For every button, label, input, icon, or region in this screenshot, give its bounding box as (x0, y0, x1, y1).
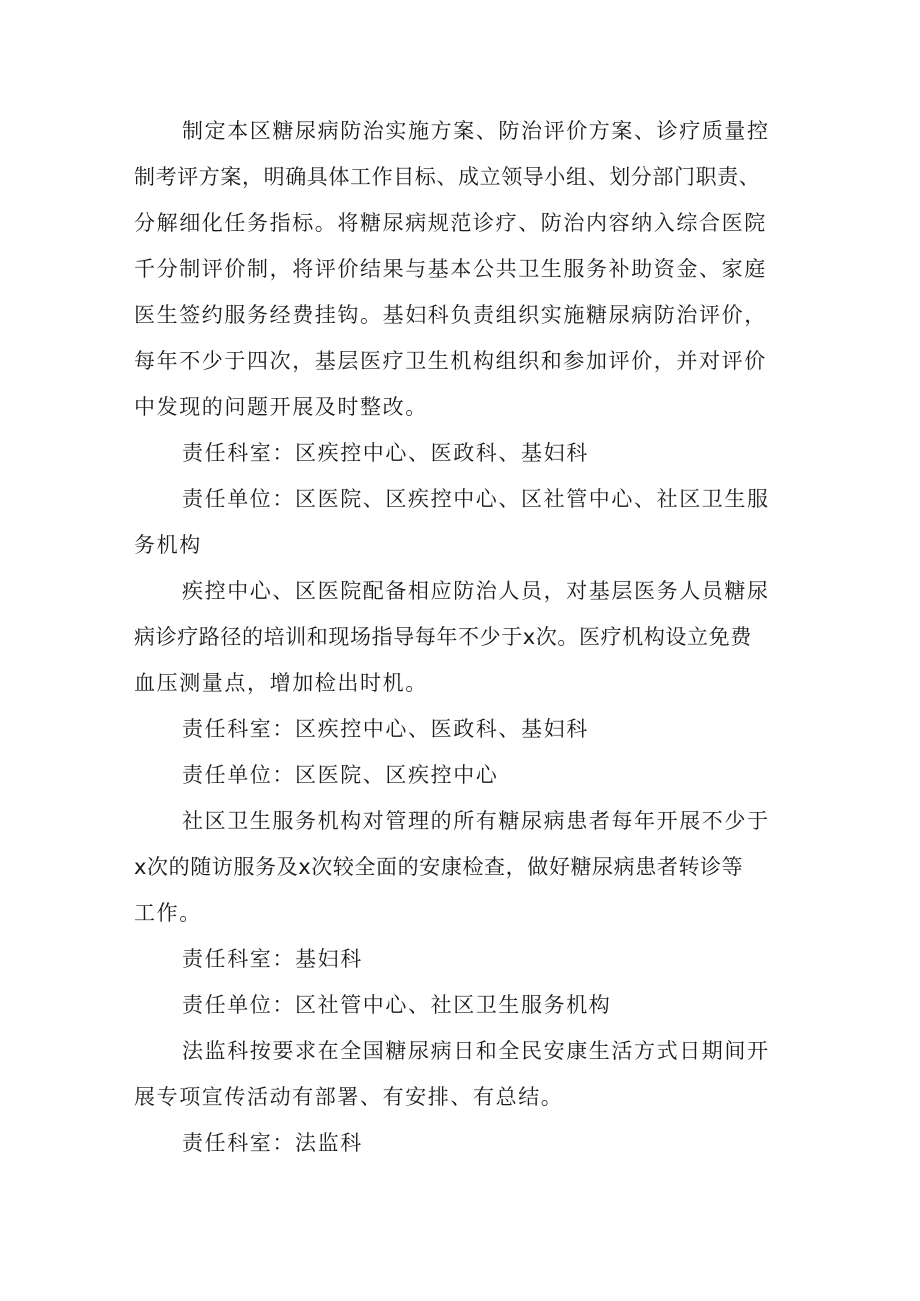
responsible-unit-2: 责任单位：区医院、区疾控中心 (182, 763, 499, 787)
paragraph-4-line-2: 展专项宣传活动有部署、有安排、有总结。 (134, 1085, 564, 1109)
paragraph-1-line-2: 制考评方案，明确具体工作目标、成立领导小组、划分部门职责、 (134, 165, 761, 189)
paragraph-4-line-1: 法监科按要求在全国糖尿病日和全民安康生活方式日期间开 (182, 1039, 770, 1063)
paragraph-3-line-3: 工作。 (134, 901, 202, 925)
paragraph-1-line-5: 医生签约服务经费挂钩。基妇科负责组织实施糖尿病防治评价， (134, 303, 767, 327)
paragraph-1-line-4: 千分制评价制，将评价结果与基本公共卫生服务补助资金、家庭 (134, 257, 767, 281)
responsible-department-3: 责任科室：基妇科 (182, 947, 363, 971)
responsible-department-4: 责任科室：法监科 (182, 1131, 363, 1155)
responsible-unit-1-line-2: 务机构 (134, 533, 202, 557)
paragraph-2-line-3: 血压测量点，增加检出时机。 (134, 671, 428, 695)
responsible-unit-3: 责任单位：区社管中心、社区卫生服务机构 (182, 993, 612, 1017)
paragraph-3-line-1: 社区卫生服务机构对管理的所有糖尿病患者每年开展不少于 (182, 809, 770, 833)
responsible-unit-1-line-1: 责任单位：区医院、区疾控中心、区社管中心、社区卫生服 (182, 487, 770, 511)
paragraph-1-line-7: 中发现的问题开展及时整改。 (134, 395, 428, 419)
paragraph-1-line-1: 制定本区糖尿病防治实施方案、防治评价方案、诊疗质量控 (182, 119, 770, 143)
paragraph-2-line-1: 疾控中心、区医院配备相应防治人员，对基层医务人员糖尿 (182, 579, 770, 603)
responsible-department-1: 责任科室：区疾控中心、医政科、基妇科 (182, 441, 589, 465)
responsible-department-2: 责任科室：区疾控中心、医政科、基妇科 (182, 717, 589, 741)
paragraph-1-line-6: 每年不少于四次，基层医疗卫生机构组织和参加评价，并对评价 (134, 349, 767, 373)
paragraph-1-line-3: 分解细化任务指标。将糖尿病规范诊疗、防治内容纳入综合医院 (134, 211, 767, 235)
paragraph-3-line-2: x次的随访服务及x次较全面的安康检查，做好糖尿病患者转诊等 (134, 855, 744, 879)
paragraph-2-line-2: 病诊疗路径的培训和现场指导每年不少于x次。医疗机构设立免费 (134, 625, 752, 649)
